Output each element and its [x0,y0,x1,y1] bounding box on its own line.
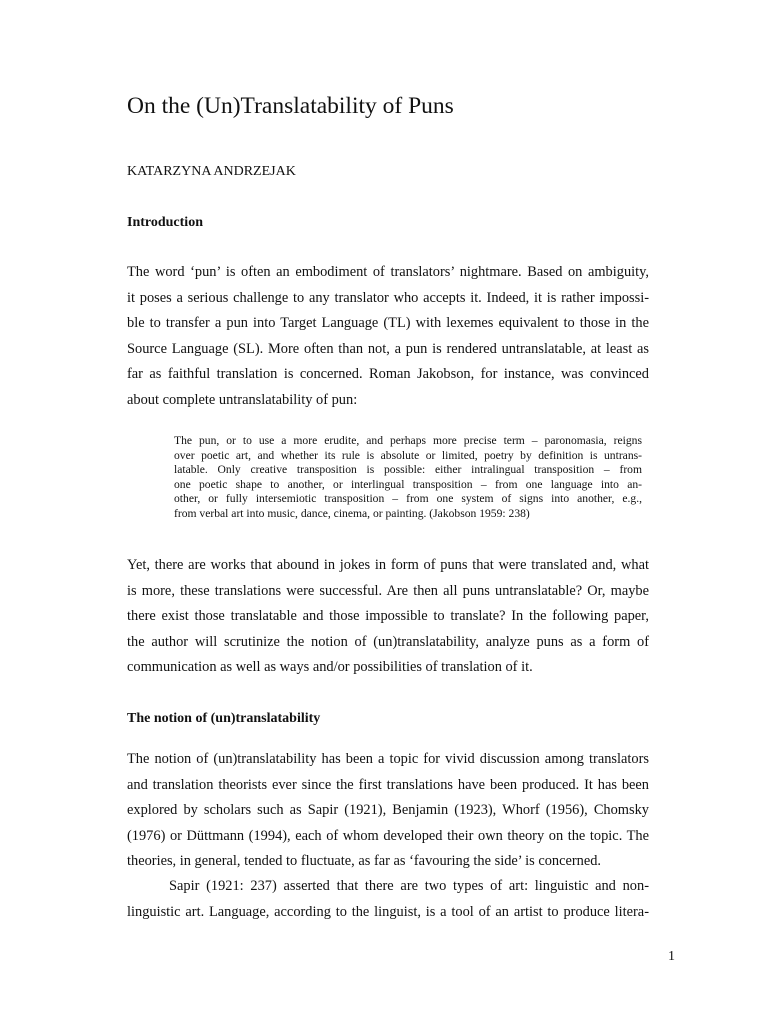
quote-line: other, or fully intersemiotic transposition – from one system of signs into another, e.g., [174,492,642,506]
text-line: theories, in general, tended to fluctuate, as far as ‘favouring the side’ is concerned. [127,853,602,869]
text-line: communication as well as ways and/or possibilities of translation of it. [127,659,533,675]
text-line: there exist those translatable and those impossible to translate? In the following paper, [127,608,649,624]
text-line: about complete untranslatability of pun: [127,391,358,408]
text-line: ble to transfer a pun into Target Language (TL) with lexemes equivalent to those in the [127,315,649,331]
quote-line: from verbal art into music, dance, cinema, or painting. (Jakobson 1959: 238) [174,506,530,520]
section-heading-introduction: Introduction [127,215,203,230]
quote-line: latable. Only creative transposition is possible: either intralingual transposition – from [174,463,642,477]
text-line: linguistic art. Language, according to the linguist, is a tool of an artist to produce litera- [127,903,649,920]
block-quote [174,434,642,522]
text-line: far as faithful translation is concerned. Roman Jakobson, for instance, was convinced [127,366,649,382]
text-line: The notion of (un)translatability has been a topic for vivid discussion among translators [127,751,649,767]
notion-paragraph-1 [127,747,649,875]
quote-line: one poetic shape to another, or interlingual transposition – from one language into an- [174,477,642,491]
page-number: 1 [668,949,675,964]
text-line: the author will scrutinize the notion of (un)translatability, analyze puns as a form of [127,633,649,650]
text-line: Yet, there are works that abound in jokes in form of puns that were translated and, what [127,557,649,573]
section-heading-notion: The notion of (un)translatability [127,711,321,726]
notion-paragraph-2 [127,874,649,925]
paper-title: On the (Un)Translatability of Puns [127,93,454,119]
author-name: KATARZYNA ANDRZEJAK [127,164,296,179]
text-line: it poses a serious challenge to any translator who accepts it. Indeed, it is rather impossi- [127,289,649,306]
quote-line: over poetic art, and whether its rule is absolute or limited, poetry by definition is untrans- [174,448,642,462]
text-line: and translation theorists ever since the first translations have been produced. It has been [127,776,649,793]
quote-line: The pun, or to use a more erudite, and perhaps more precise term – paronomasia, reigns [174,434,642,447]
text-line: is more, these translations were successful. Are then all puns untranslatable? Or, maybe [127,582,649,599]
text-line: (1976) or Düttmann (1994), each of whom developed their own theory on the topic. The [127,827,649,844]
text-line: Sapir (1921: 237) asserted that there are two types of art: linguistic and non- [169,878,649,894]
intro-paragraph-2 [127,553,649,681]
intro-paragraph-1 [127,260,649,413]
text-line: Source Language (SL). More often than not, a pun is rendered untranslatable, at least as [127,340,649,357]
text-line: The word ‘pun’ is often an embodiment of translators’ nightmare. Based on ambiguity, [127,264,649,280]
text-line: explored by scholars such as Sapir (1921), Benjamin (1923), Whorf (1956), Chomsky [127,802,649,818]
